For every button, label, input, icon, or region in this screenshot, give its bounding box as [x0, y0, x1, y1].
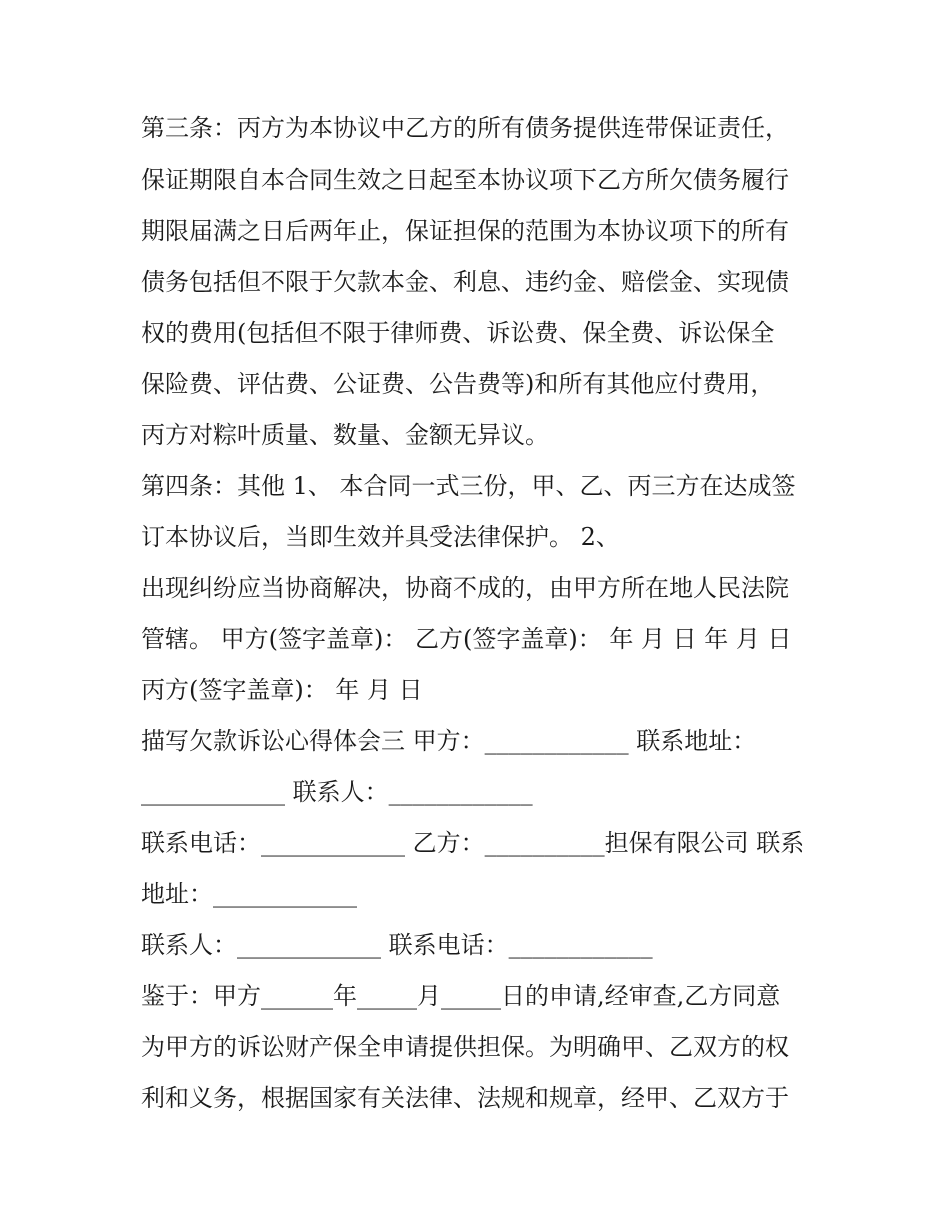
text-line: 债务包括但不限于欠款本金、利息、违约金、赔偿金、实现债	[141, 268, 789, 296]
text-line: 地址：____________	[141, 880, 357, 908]
text-line: 鉴于：甲方______年_____月_____日的申请,经审查,乙方同意	[141, 982, 781, 1010]
text-line: 丙方对粽叶质量、数量、金额无异议。	[141, 421, 549, 449]
text-line: 利和义务，根据国家有关法律、法规和规章，经甲、乙双方于	[141, 1084, 789, 1112]
text-line: 期限届满之日后两年止，保证担保的范围为本协议项下的所有	[141, 217, 789, 245]
text-line: 权的费用(包括但不限于律师费、诉讼费、保全费、诉讼保全	[141, 319, 775, 347]
text-line: ____________ 联系人：____________	[141, 778, 533, 806]
text-line: 订本协议后，当即生效并具受法律保护。 2、	[141, 523, 620, 551]
text-line: 第三条：丙方为本协议中乙方的所有债务提供连带保证责任，	[141, 114, 789, 142]
text-line: 第四条：其他 1、 本合同一式三份，甲、乙、丙三方在达成签	[141, 472, 796, 500]
text-line: 联系电话：____________ 乙方：__________担保有限公司 联系	[141, 829, 805, 857]
text-line: 为甲方的诉讼财产保全申请提供担保。为明确甲、乙双方的权	[141, 1033, 789, 1061]
text-line: 描写欠款诉讼心得体会三 甲方：____________ 联系地址：	[141, 727, 757, 755]
text-line: 联系人：____________ 联系电话：____________	[141, 931, 653, 959]
text-line: 保证期限自本合同生效之日起至本协议项下乙方所欠债务履行	[141, 166, 789, 194]
text-line: 出现纠纷应当协商解决，协商不成的，由甲方所在地人民法院	[141, 574, 789, 602]
text-line: 管辖。 甲方(签字盖章)： 乙方(签字盖章)： 年 月 日 年 月 日	[141, 625, 792, 653]
text-line: 丙方(签字盖章)： 年 月 日	[141, 676, 423, 704]
text-line: 保险费、评估费、公证费、公告费等)和所有其他应付费用，	[141, 370, 775, 398]
